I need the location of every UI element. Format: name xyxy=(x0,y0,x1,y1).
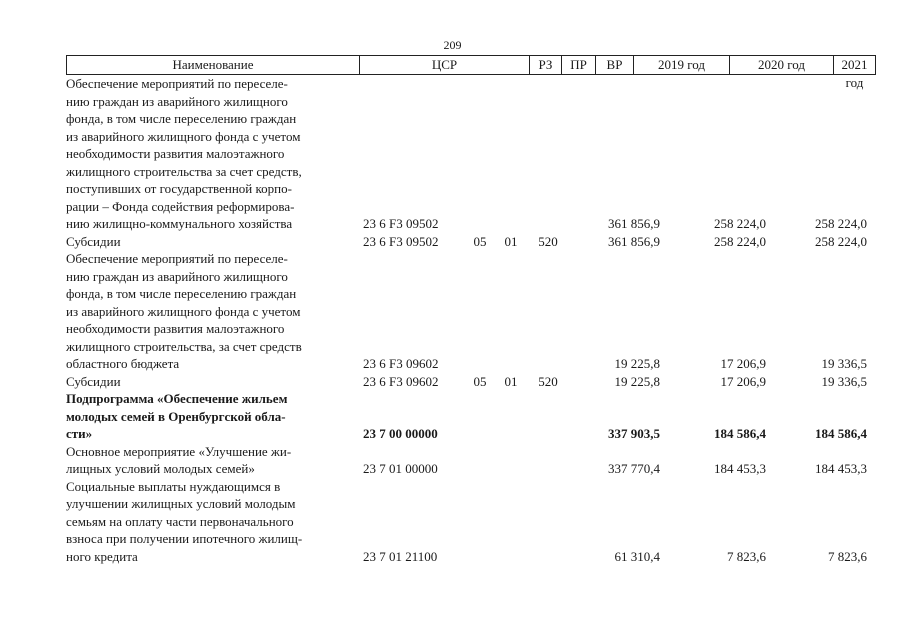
row-name-line: необходимости развития малоэтажного xyxy=(66,146,285,161)
header-rz: РЗ xyxy=(529,56,561,74)
row-csr: 23 6 F3 09502 xyxy=(363,233,439,249)
row-value-2020: 258 224,0 xyxy=(714,233,766,249)
row-rz: 05 xyxy=(473,233,487,249)
row-csr: 23 6 F3 09502 xyxy=(363,216,439,231)
row-value-2019: 361 856,9 xyxy=(608,216,660,231)
row-name-line: взноса при получении ипотечного жилищ- xyxy=(66,531,303,546)
row-value-2020: 184 453,3 xyxy=(714,461,766,476)
row-name-line: ного кредита xyxy=(66,548,138,564)
header-pr: ПР xyxy=(561,56,595,74)
row-value-2021: 19 336,5 xyxy=(821,356,867,371)
row-name-line: Социальные выплаты нуждающимся в xyxy=(66,478,281,494)
row-value-2021: 258 224,0 xyxy=(815,216,867,231)
row-name-line: рации – Фонда содействия реформирова- xyxy=(66,198,295,214)
row-name-line: сти» xyxy=(66,426,93,441)
header-vr: ВР xyxy=(595,56,633,74)
row-value-2019: 19 225,8 xyxy=(614,373,660,389)
row-name-line: из аварийного жилищного фонда с учетом xyxy=(66,303,301,319)
row-rz: 05 xyxy=(473,373,487,389)
row-value-2019: 337 770,4 xyxy=(608,461,660,476)
row-name-line: Подпрограмма «Обеспечение жильем xyxy=(66,391,288,406)
row-pr: 01 xyxy=(504,233,518,249)
row-name-line: из аварийного жилищного фонда с учетом xyxy=(66,128,301,144)
row-name xyxy=(66,373,356,391)
row-name-line: Субсидии xyxy=(66,233,121,249)
row-name xyxy=(66,75,356,233)
row-vr: 520 xyxy=(538,233,558,249)
row-name-line: улучшении жилищных условий молодым xyxy=(66,496,296,511)
row-name-line: лищных условий молодых семей» xyxy=(66,461,255,476)
header-2020: 2020 год xyxy=(729,56,833,74)
row-name-line: Субсидии xyxy=(66,373,121,389)
row-name-line: жилищного строительства, за счет средств xyxy=(66,338,302,354)
row-name-line: необходимости развития малоэтажного xyxy=(66,321,285,336)
row-value-2021: 184 453,3 xyxy=(815,461,867,476)
row-name-line: фонда, в том числе переселению граждан xyxy=(66,111,297,126)
header-csr: ЦСР xyxy=(359,56,529,74)
header-name: Наименование xyxy=(172,57,254,72)
row-value-2021: 184 586,4 xyxy=(815,426,867,441)
row-csr: 23 7 01 21100 xyxy=(363,548,438,564)
row-value-2020: 258 224,0 xyxy=(714,216,766,231)
row-value-2019: 361 856,9 xyxy=(608,233,660,249)
row-name-line: Обеспечение мероприятий по переселе- xyxy=(66,251,288,266)
row-name-line: жилищного строительства за счет средств, xyxy=(66,163,302,179)
page-number: 209 xyxy=(443,38,462,52)
row-name xyxy=(66,390,356,443)
row-name-line: областного бюджета xyxy=(66,356,180,371)
row-value-2020: 17 206,9 xyxy=(720,356,766,371)
row-name-line: Основное мероприятие «Улучшение жи- xyxy=(66,443,292,459)
row-value-2019: 337 903,5 xyxy=(608,426,660,441)
row-name xyxy=(66,443,356,478)
row-name-line: нию граждан из аварийного жилищного xyxy=(66,268,288,284)
row-value-2020: 7 823,6 xyxy=(727,548,766,564)
row-name xyxy=(66,250,356,373)
row-value-2020: 17 206,9 xyxy=(720,373,766,389)
header-2019: 2019 год xyxy=(633,56,729,74)
header-2021: 2021 год xyxy=(833,56,875,74)
row-csr: 23 7 00 00000 xyxy=(363,426,438,441)
row-csr: 23 7 01 00000 xyxy=(363,461,438,476)
row-value-2019: 61 310,4 xyxy=(614,548,660,564)
row-name xyxy=(66,478,356,566)
row-name-line: фонда, в том числе переселению граждан xyxy=(66,286,297,301)
row-csr: 23 6 F3 09602 xyxy=(363,356,439,371)
row-value-2021: 7 823,6 xyxy=(828,548,867,564)
row-value-2020: 184 586,4 xyxy=(714,426,766,441)
row-name-line: молодых семей в Оренбургской обла- xyxy=(66,408,286,424)
row-name xyxy=(66,233,356,251)
row-csr: 23 6 F3 09602 xyxy=(363,373,439,389)
row-value-2021: 19 336,5 xyxy=(821,373,867,389)
row-value-2021: 258 224,0 xyxy=(815,233,867,249)
row-name-line: семьям на оплату части первоначального xyxy=(66,513,294,529)
row-vr: 520 xyxy=(538,373,558,389)
row-pr: 01 xyxy=(504,373,518,389)
row-value-2019: 19 225,8 xyxy=(614,356,660,371)
row-name-line: нию жилищно-коммунального хозяйства xyxy=(66,216,293,231)
row-name-line: Обеспечение мероприятий по переселе- xyxy=(66,76,288,91)
row-name-line: поступивших от государственной корпо- xyxy=(66,181,292,196)
row-name-line: нию граждан из аварийного жилищного xyxy=(66,93,288,109)
